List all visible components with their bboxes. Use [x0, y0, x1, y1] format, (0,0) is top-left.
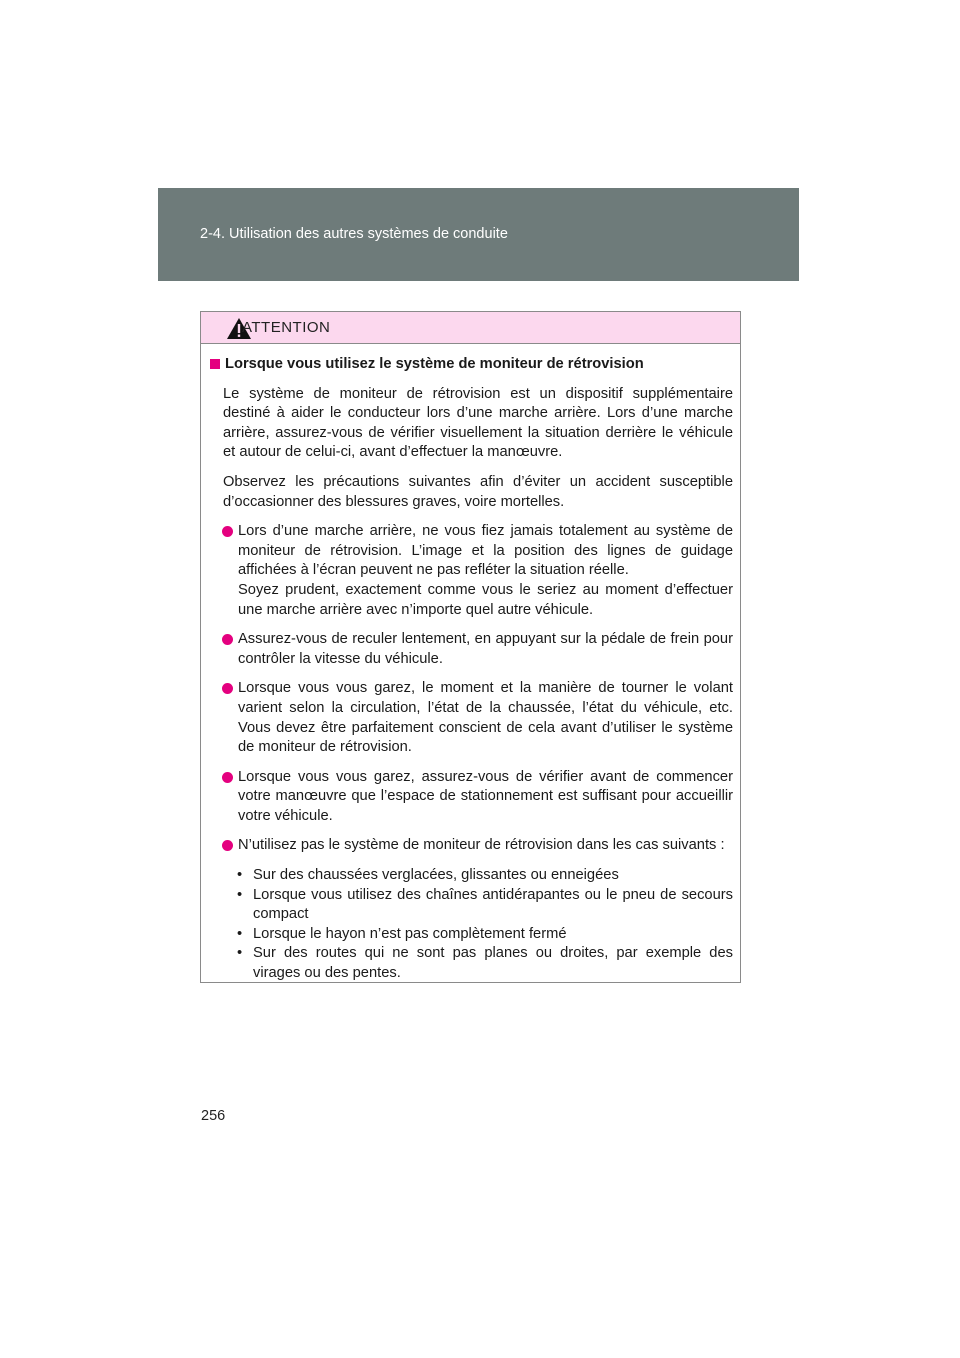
warning-title: ATTENTION [242, 319, 331, 336]
sub-item-text: Lorsque vous utilisez des chaînes antidérapantes ou le pneu de secours compact [253, 886, 733, 923]
sub-list-item [209, 944, 733, 983]
sub-list-item [209, 925, 733, 945]
bullet-dot-icon [222, 772, 233, 783]
warning-box [200, 311, 741, 983]
sub-list-item [209, 866, 733, 886]
warning-header [201, 312, 740, 344]
bullet-text: Lorsque vous vous garez, le moment et la manière de tourner le volant varient selon la circulation, l’état de la chaussée, l’état du véhicule, etc. Vous devez être parfaitement conscient de cela avant d’utiliser le système de moniteur de rétrovision. [238, 680, 733, 756]
page-number: 256 [201, 1108, 226, 1124]
sub-list [209, 866, 733, 984]
small-bullet-icon: • [237, 867, 243, 884]
warning-body [201, 344, 740, 984]
bullet-text: N’utilisez pas le système de moniteur de rétrovision dans les cas suivants : [238, 837, 725, 854]
list-item [209, 630, 733, 669]
bullet-dot-icon [222, 840, 233, 851]
section-title: 2-4. Utilisation des autres systèmes de conduite [200, 226, 508, 242]
small-bullet-icon: • [237, 945, 243, 962]
small-bullet-icon: • [237, 925, 243, 942]
list-item [209, 836, 733, 856]
sub-item-text: Sur des chaussées verglacées, glissantes ou enneigées [253, 867, 619, 884]
bullet-text: Lorsque vous vous garez, assurez-vous de vérifier avant de commencer votre manœuvre que l’espace de stationnement est suffisant pour accueillir votre véhicule. [238, 768, 733, 824]
paragraph-precautions: Observez les précautions suivantes afin d’éviter un accident susceptible d’occasionner des blessures graves, voire mortelles. [223, 473, 733, 510]
bullet-text: Soyez prudent, exactement comme vous le seriez au moment d’effectuer une marche arrière avec n’importe quel autre véhicule. [238, 581, 733, 618]
small-bullet-icon: • [237, 886, 243, 903]
bullet-text: Assurez-vous de reculer lentement, en appuyant sur la pédale de frein pour contrôler la vitesse du véhicule. [238, 631, 733, 667]
header-band [158, 188, 799, 281]
bullet-text: Lors d’une marche arrière, ne vous fiez jamais totalement au système de moniteur de rétrovision. L’image et la position des lignes de guidage affichées à l’écran peuvent ne pas refléter la situation réelle. [238, 523, 733, 579]
list-item [209, 679, 733, 757]
item-title-text: Lorsque vous utilisez le système de moniteur de rétrovision [225, 356, 644, 372]
bullet-dot-icon [222, 634, 233, 645]
sub-item-text: Lorsque le hayon n’est pas complètement fermé [253, 925, 567, 942]
item-title [209, 355, 733, 375]
sub-item-text: Sur des routes qui ne sont pas planes ou droites, par exemple des virages ou des pentes. [253, 945, 733, 982]
bullet-dot-icon [222, 683, 233, 694]
list-item [209, 522, 733, 620]
list-item [209, 768, 733, 827]
sub-list-item [209, 886, 733, 925]
square-marker-icon [210, 359, 220, 369]
bullet-dot-icon [222, 526, 233, 537]
paragraph-intro: Le système de moniteur de rétrovision est un dispositif supplémentaire destiné à aider le conducteur lors d’une marche arrière. Lors d’une marche arrière, assurez-vous de vérifier visuellement la situation derrière le véhicule et autour de celui-ci, avant d’effectuer la manœuvre. [223, 385, 733, 461]
